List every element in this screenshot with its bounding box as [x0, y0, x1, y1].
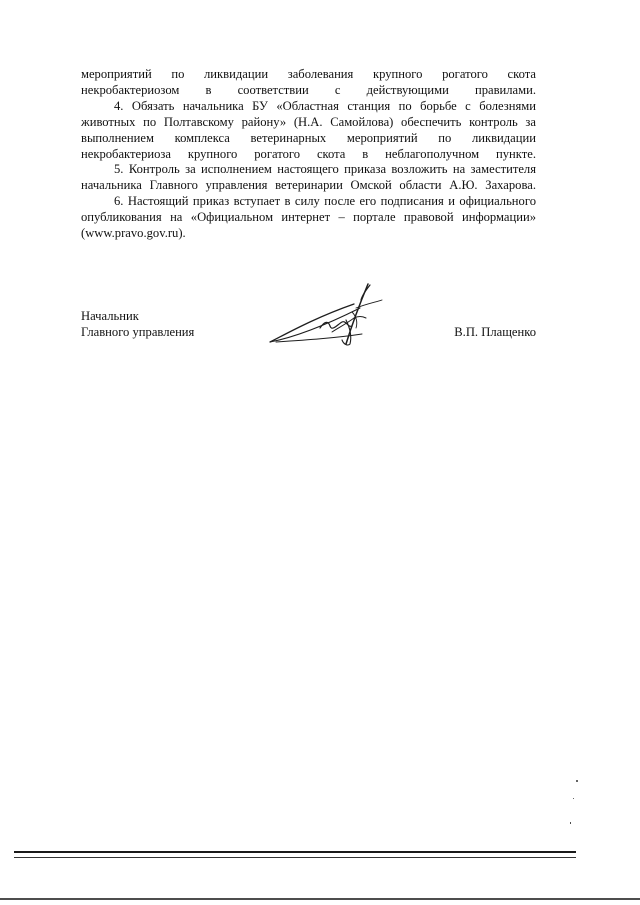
signatory-name: В.П. Плащенко — [454, 325, 536, 339]
signatory-title-line2: Главного управления — [81, 325, 195, 339]
paragraph-item-5: 5. Контроль за исполнением настоящего приказа возложить на заместителя начальника Главного управления ветеринарии Омской области А.Ю. Захарова. — [81, 162, 536, 193]
paragraph-item-4: 4. Обязать начальника БУ «Областная станция по борьбе с болезнями животных по Полтавскому району» (Н.А. Самойлова) обеспечить контроль за выполнением комплекса ветеринарных мероприятий по ликвидации некробактериоза крупного рогатого скота в неблагополучном пункте. — [81, 98, 536, 161]
scan-divider-line — [14, 851, 576, 853]
signatory-title-line1: Начальник — [81, 309, 139, 323]
scan-speck — [573, 798, 574, 799]
paragraph-item-6: 6. Настоящий приказ вступает в силу после его подписания и официального опубликования на «Официальном интернет – портале правовой информации» (www.pravo.gov.ru). — [81, 194, 536, 241]
scan-divider-line — [14, 857, 576, 858]
document-body — [81, 67, 536, 242]
scan-speck — [576, 780, 578, 782]
paragraph-continuation: мероприятий по ликвидации заболевания крупного рогатого скота некробактериозом в соответствии с действующими правилами. — [81, 67, 536, 97]
scan-edge-line — [0, 898, 640, 900]
scan-speck — [570, 822, 571, 824]
signature-block — [81, 309, 536, 349]
